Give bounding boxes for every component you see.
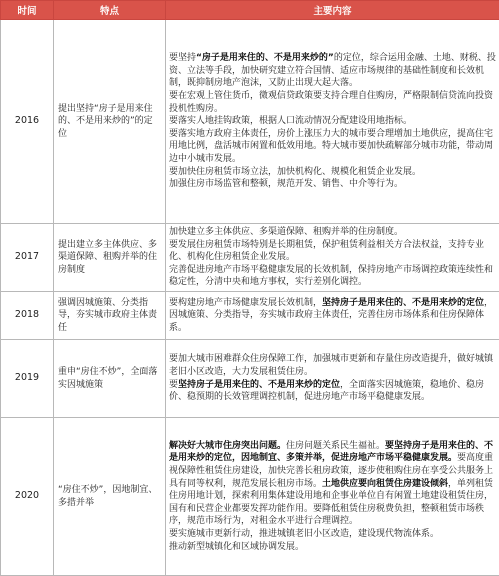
feature-cell: “房住不炒”，因地制宜、多措并举 (54, 418, 166, 576)
content-text: 要实施城市更新行动，推进城镇老旧小区改造，建设现代物流体系。 (169, 529, 439, 539)
table-row (1, 20, 499, 224)
content-text: 要构建房地产市场健康发展长效机制， (169, 298, 322, 308)
table-row (1, 340, 499, 418)
content-paragraph (169, 226, 496, 239)
content-paragraph (169, 264, 496, 289)
content-text: ，单列租赁住房用地计划，探索利用集体建设用地和企事业单位自有闲置土地建设租赁住房，国有和民营企业都要发挥功能作用。要降低租赁住房税费负担，整顿租赁市场秩序，规范市场行为，对租金水平进行合理调控。 (169, 479, 493, 527)
table-row (1, 292, 499, 340)
content-paragraph (169, 90, 496, 115)
emphasis-text: 坚持房子是用来住的、不是用来炒的定位 (322, 298, 484, 308)
content-paragraph (169, 115, 496, 128)
feature-cell: 提出建立多主体供应、多渠道保障、租购并举的住房制度 (54, 224, 166, 292)
content-paragraph (169, 239, 496, 264)
emphasis-text: 土地供应要向租赁住房建设倾斜 (322, 479, 448, 489)
content-paragraph (169, 166, 496, 179)
header-year: 时间 (1, 1, 54, 20)
content-paragraph (169, 379, 496, 404)
year-cell: 2018 (1, 292, 54, 340)
content-text: 要落实地方政府主体责任，房价上涨压力大的城市要合理增加土地供应，提高住宅用地比例，盘活城市闲置和低效用地。特大城市要加快疏解部分城市功能，带动周边中小城市发展。 (169, 129, 493, 164)
content-cell (166, 292, 499, 340)
content-paragraph (169, 178, 496, 191)
content-text: 要 (169, 380, 178, 390)
content-cell (166, 20, 499, 224)
content-text: 完善促进房地产市场平稳健康发展的长效机制，保持房地产市场调控政策连续性和稳定性，分清中央和地方事权，实行差别化调控。 (169, 265, 493, 288)
content-text: ，全面落实因城施策，稳地价、稳房价、稳预期的长效管理调控机制，促进房地产市场平稳健康发展。 (169, 380, 484, 403)
content-text: 推动新型城镇化和区域协调发展。 (169, 542, 304, 552)
emphasis-text: 坚持房子是用来住的、不是用来炒的定位 (178, 380, 340, 390)
emphasis-text: 要坚持房子是用来住的、不是用来炒的定位，因地制宜、多策并举，促进房地产市场平稳健康发展。 (169, 441, 493, 464)
content-text: 住房问题关系民生福祉。 (286, 441, 385, 451)
content-text: 要加大城市困难群众住房保障工作，加强城市更新和存量住房改造提升，做好城镇老旧小区改造，大力发展租赁住房。 (169, 354, 493, 377)
content-paragraph (169, 128, 496, 166)
content-paragraph (169, 528, 496, 541)
table-row (1, 418, 499, 576)
feature-cell: 提出坚持“房子是用来住的、不是用来炒的”的定位 (54, 20, 166, 224)
content-text: 要发展住房租赁市场特别是长期租赁，保护租赁利益相关方合法权益，支持专业化、机构化住房租赁企业发展。 (169, 240, 484, 263)
content-text: 加强住房市场监管和整顿，规范开发、销售、中介等行为。 (169, 179, 403, 189)
header-feature: 特点 (54, 1, 166, 20)
content-text: 要高度重视保障性租赁住房建设，加快完善长租房政策，逐步使租购住房在享受公共服务上具有同等权利，规范发展长租房市场。 (169, 453, 493, 488)
content-paragraph (169, 353, 496, 378)
table-row (1, 224, 499, 292)
header-content: 主要内容 (166, 1, 499, 20)
content-text: 要坚持 (169, 53, 196, 63)
emphasis-text: 解决好大城市住房突出问题。 (169, 441, 286, 451)
year-cell: 2020 (1, 418, 54, 576)
content-paragraph (169, 541, 496, 554)
content-text: 要在宏观上管住货币，微观信贷政策要支持合理自住购房，严格限制信贷流向投资投机性购房。 (169, 91, 493, 114)
feature-cell: 强调因城施策、分类指导，夯实城市政府主体责任 (54, 292, 166, 340)
content-cell (166, 340, 499, 418)
content-text: 的定位，综合运用金融、土地、财税、投资、立法等手段，加快研究建立符合国情、适应市场规律的基础性制度和长效机制，既抑制房地产泡沫，又防止出现大起大落。 (169, 53, 496, 88)
content-text: 要加快住房租赁市场立法，加快机构化、规模化租赁企业发展。 (169, 167, 421, 177)
content-paragraph (169, 52, 496, 90)
content-text: 加快建立多主体供应、多渠道保障、租购并举的住房制度。 (169, 227, 403, 237)
content-cell (166, 418, 499, 576)
content-cell (166, 224, 499, 292)
content-text: ，因城施策、分类指导，夯实城市政府主体责任，完善住房市场体系和住房保障体系。 (169, 298, 493, 333)
emphasis-text: “房子是用来住的、不是用来炒的” (196, 53, 334, 63)
year-cell: 2017 (1, 224, 54, 292)
content-paragraph (169, 297, 496, 335)
content-paragraph (169, 440, 496, 528)
header-row (1, 1, 499, 20)
feature-cell: 重申“房住不炒”，全面落实因城施策 (54, 340, 166, 418)
year-cell: 2016 (1, 20, 54, 224)
content-text: 要落实人地挂钩政策，根据人口流动情况分配建设用地指标。 (169, 116, 412, 126)
year-cell: 2019 (1, 340, 54, 418)
